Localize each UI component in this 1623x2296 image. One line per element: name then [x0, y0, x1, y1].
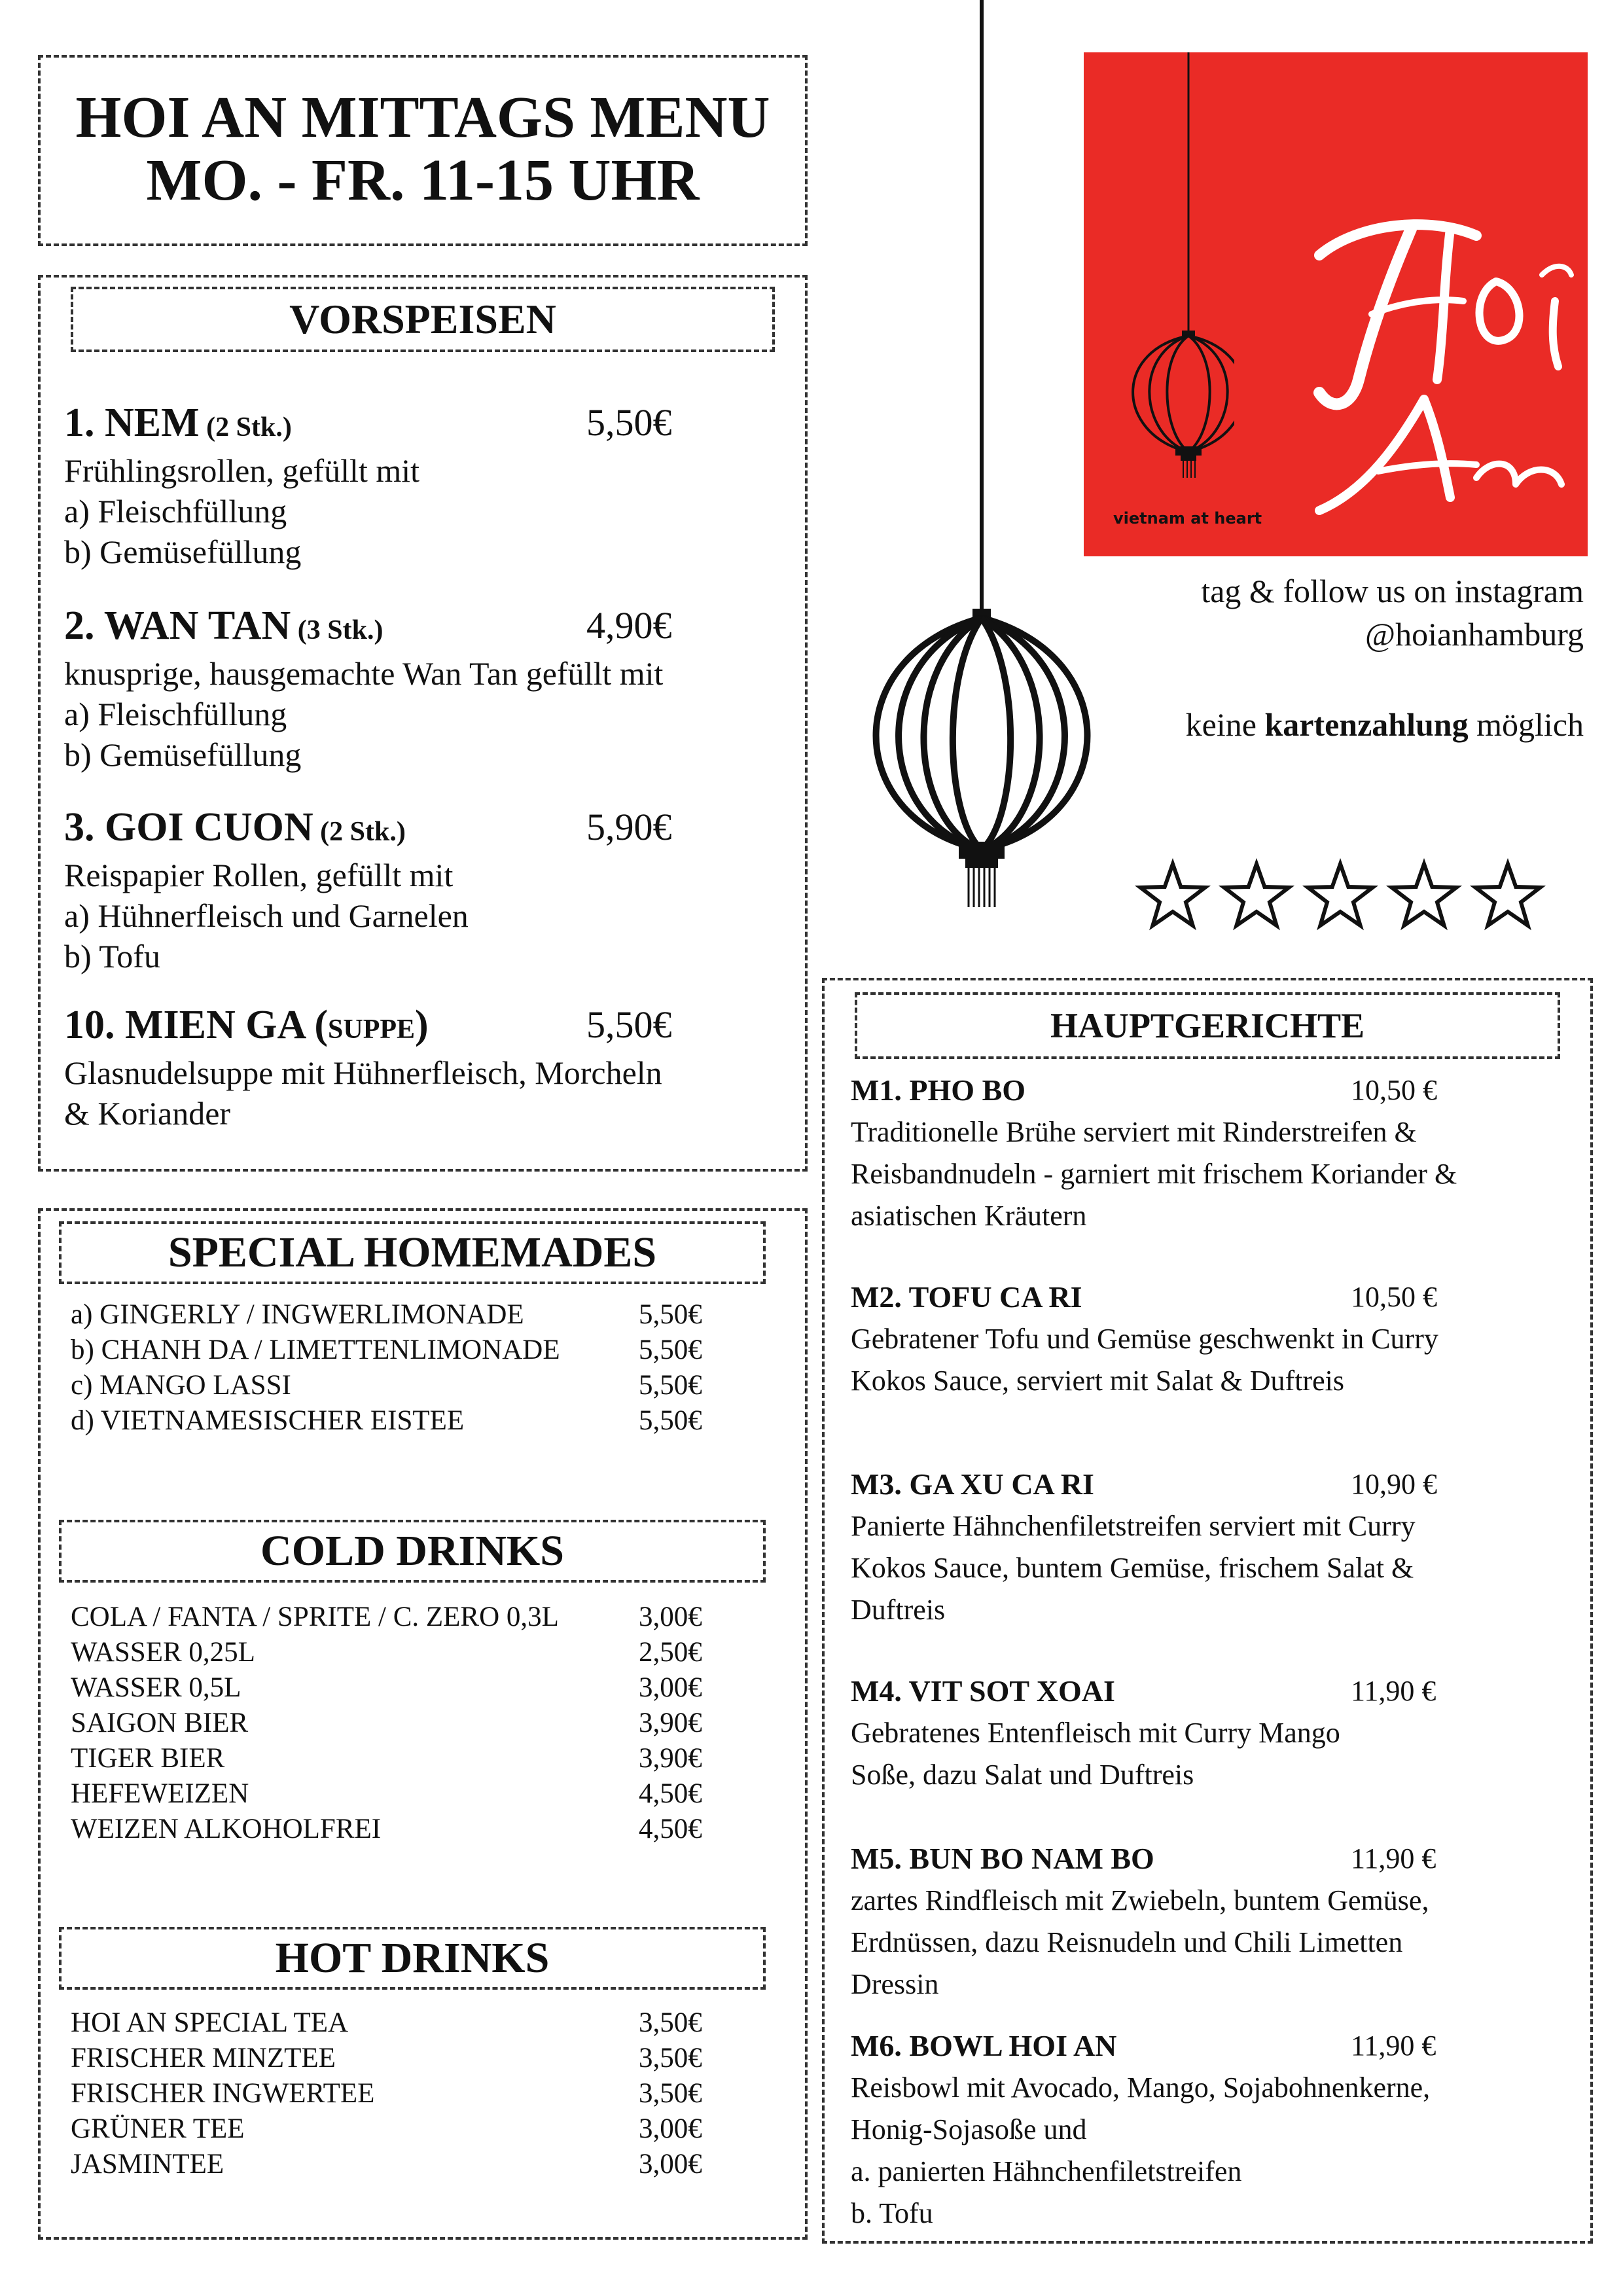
- main-dish-description-line: a. panierten Hähnchenfiletstreifen: [851, 2155, 1242, 2187]
- rating-stars: [1132, 851, 1551, 942]
- main-dish-description-line: Honig-Sojasoße und: [851, 2113, 1087, 2145]
- main-dish-description-line: Panierte Hähnchenfiletstreifen serviert mit Curry: [851, 1510, 1416, 1542]
- dish-description-line: b) Gemüsefüllung: [64, 533, 302, 570]
- dish-title: 3. GOI CUON: [64, 805, 313, 850]
- hauptgerichte-header: [855, 992, 1560, 1059]
- menu-title: HOI AN MITTAGS MENU: [75, 85, 770, 150]
- instagram-handle: @hoianhamburg: [1365, 616, 1584, 653]
- dish-quantity: (2 Stk.): [313, 817, 406, 847]
- main-dish-description-line: Gebratenes Entenfleisch mit Curry Mango: [851, 1717, 1340, 1749]
- main-dish-description-line: Kokos Sauce, buntem Gemüse, frischem Salat &: [851, 1552, 1414, 1584]
- drink-price: 5,50€: [639, 1335, 702, 1365]
- main-dish-description-line: Duftreis: [851, 1594, 946, 1626]
- card-note-pre: keine: [1185, 706, 1265, 743]
- drink-price: 3,00€: [639, 1672, 702, 1703]
- dish-description-line: & Koriander: [64, 1095, 231, 1132]
- menu-hours: MO. - FR. 11-15 UHR: [146, 148, 700, 213]
- dish-title: 1. NEM: [64, 401, 200, 445]
- drink-name: WASSER 0,5L: [71, 1672, 241, 1703]
- drink-price: 5,50€: [639, 1405, 702, 1436]
- main-dish-description-line: Reisbowl mit Avocado, Mango, Sojabohnenkerne,: [851, 2072, 1431, 2104]
- dish-quantity: (3 Stk.): [291, 615, 383, 645]
- dish-price: 5,90€: [586, 806, 672, 848]
- drink-name: JASMINTEE: [71, 2149, 224, 2179]
- drink-name: c) MANGO LASSI: [71, 1370, 291, 1401]
- star-icon: [1141, 864, 1205, 925]
- main-dish-description-line: zartes Rindfleisch mit Zwiebeln, buntem Gemüse,: [851, 1884, 1429, 1916]
- drink-price: 4,50€: [639, 1814, 702, 1844]
- drink-name: SAIGON BIER: [71, 1708, 249, 1738]
- dish-price: 4,90€: [586, 604, 672, 647]
- main-dish-price: 11,90 €: [1351, 1842, 1436, 1874]
- card-note-post: möglich: [1468, 706, 1584, 743]
- drink-price: 3,50€: [639, 2007, 702, 2038]
- drink-price: 4,50€: [639, 1778, 702, 1809]
- header-box: [38, 55, 808, 246]
- main-dish-description-line: Kokos Sauce, serviert mit Salat & Duftreis: [851, 1365, 1344, 1397]
- dish-description-line: b) Gemüsefüllung: [64, 736, 302, 773]
- dish-price: 5,50€: [586, 1003, 672, 1046]
- instagram-line1: tag & follow us on instagram: [1201, 573, 1584, 609]
- dish-description-line: Reispapier Rollen, gefüllt mit: [64, 857, 454, 893]
- dish-description-line: a) Fleischfüllung: [64, 493, 287, 529]
- card-payment-note: [1186, 703, 1584, 746]
- main-dish-name: M6. BOWL HOI AN: [851, 2029, 1117, 2062]
- main-dish-price: 11,90 €: [1351, 2030, 1436, 2062]
- drink-price: 2,50€: [639, 1637, 702, 1668]
- drink-name: a) GINGERLY / INGWERLIMONADE: [71, 1299, 524, 1330]
- main-dish-name: M1. PHO BO: [851, 1073, 1026, 1107]
- drink-price: 3,50€: [639, 2043, 702, 2073]
- vorspeisen-header: [71, 287, 775, 352]
- dish-quantity: (2 Stk.): [199, 412, 292, 442]
- dish-quantity: SUPPE: [328, 1014, 416, 1045]
- drink-price: 3,00€: [639, 2149, 702, 2179]
- main-dish-description-line: asiatischen Kräutern: [851, 1200, 1087, 1232]
- main-dish-price: 10,50 €: [1351, 1281, 1437, 1313]
- main-dish-name: M4. VIT SOT XOAI: [851, 1674, 1115, 1708]
- main-dish-description-line: Traditionelle Brühe serviert mit Rinderstreifen &: [851, 1116, 1417, 1148]
- logo-tagline: vietnam at heart: [1113, 509, 1262, 528]
- logo-script-mark: [1280, 183, 1581, 537]
- hoian-logo: [1084, 52, 1588, 556]
- star-icon: [1392, 864, 1457, 925]
- dish-description-line: knusprige, hausgemachte Wan Tan gefüllt mit: [64, 655, 664, 692]
- dish-description-line: Frühlingsrollen, gefüllt mit: [64, 452, 420, 489]
- drink-price: 3,00€: [639, 1602, 702, 1632]
- main-dish-description-line: Soße, dazu Salat und Duftreis: [851, 1759, 1194, 1791]
- dish-title: 2. WAN TAN: [64, 603, 291, 648]
- dish-title-end: ): [415, 1003, 429, 1047]
- cold-header: [59, 1520, 766, 1583]
- card-note-bold: kartenzahlung: [1264, 706, 1469, 743]
- drink-price: 5,50€: [639, 1370, 702, 1401]
- vorspeisen-title: VORSPEISEN: [289, 296, 556, 342]
- dish-price: 5,50€: [586, 401, 672, 444]
- drink-name: FRISCHER INGWERTEE: [71, 2078, 375, 2109]
- dish-name: [64, 1001, 429, 1053]
- drink-name: b) CHANH DA / LIMETTENLIMONADE: [71, 1335, 560, 1365]
- drink-name: HEFEWEIZEN: [71, 1778, 249, 1809]
- drink-price: 3,90€: [639, 1743, 702, 1774]
- star-icon: [1476, 864, 1541, 925]
- main-dish-description-line: Reisbandnudeln - garniert mit frischem Koriander &: [851, 1158, 1457, 1190]
- drink-price: 5,50€: [639, 1299, 702, 1330]
- main-dish-price: 10,50 €: [1351, 1074, 1437, 1106]
- drink-name: WASSER 0,25L: [71, 1637, 255, 1668]
- drink-name: GRÜNER TEE: [71, 2113, 245, 2144]
- cold-title: COLD DRINKS: [260, 1527, 564, 1575]
- dish-description-line: a) Hühnerfleisch und Garnelen: [64, 897, 469, 934]
- hauptgerichte-title: HAUPTGERICHTE: [1050, 1006, 1365, 1045]
- main-dish-price: 11,90 €: [1351, 1675, 1436, 1707]
- special-header: [59, 1221, 766, 1284]
- drink-price: 3,90€: [639, 1708, 702, 1738]
- logo-lantern-icon: [1103, 52, 1234, 511]
- main-dish-name: M3. GA XU CA RI: [851, 1467, 1094, 1501]
- dish-description-line: a) Fleischfüllung: [64, 696, 287, 732]
- hot-header: [59, 1927, 766, 1990]
- drink-name: d) VIETNAMESISCHER EISTEE: [71, 1405, 465, 1436]
- dish-description-line: b) Tofu: [64, 938, 160, 975]
- main-dish-name: M5. BUN BO NAM BO: [851, 1842, 1154, 1875]
- main-dish-price: 10,90 €: [1351, 1468, 1437, 1500]
- main-dish-description-line: Dressin: [851, 1968, 939, 2000]
- main-dish-name: M2. TOFU CA RI: [851, 1280, 1082, 1314]
- star-icon: [1308, 864, 1373, 925]
- hot-title: HOT DRINKS: [275, 1934, 550, 1982]
- drink-name: HOI AN SPECIAL TEA: [71, 2007, 349, 2038]
- special-title: SPECIAL HOMEMADES: [168, 1229, 657, 1276]
- main-dish-description-line: Erdnüssen, dazu Reisnudeln und Chili Limetten: [851, 1926, 1403, 1958]
- main-dish-description-line: b. Tofu: [851, 2197, 933, 2229]
- drink-name: WEIZEN ALKOHOLFREI: [71, 1814, 382, 1844]
- dish-description-line: Glasnudelsuppe mit Hühnerfleisch, Morcheln: [64, 1054, 662, 1091]
- dish-name: [64, 602, 383, 654]
- main-dish-description-line: Gebratener Tofu und Gemüse geschwenkt in Curry: [851, 1323, 1438, 1355]
- drink-name: COLA / FANTA / SPRITE / C. ZERO 0,3L: [71, 1602, 559, 1632]
- drink-name: FRISCHER MINZTEE: [71, 2043, 336, 2073]
- drink-price: 3,50€: [639, 2078, 702, 2109]
- dish-name: [64, 804, 406, 855]
- drink-price: 3,00€: [639, 2113, 702, 2144]
- drink-name: TIGER BIER: [71, 1743, 225, 1774]
- dish-title: 10. MIEN GA (: [64, 1003, 328, 1047]
- star-icon: [1224, 864, 1289, 925]
- dish-name: [64, 399, 292, 451]
